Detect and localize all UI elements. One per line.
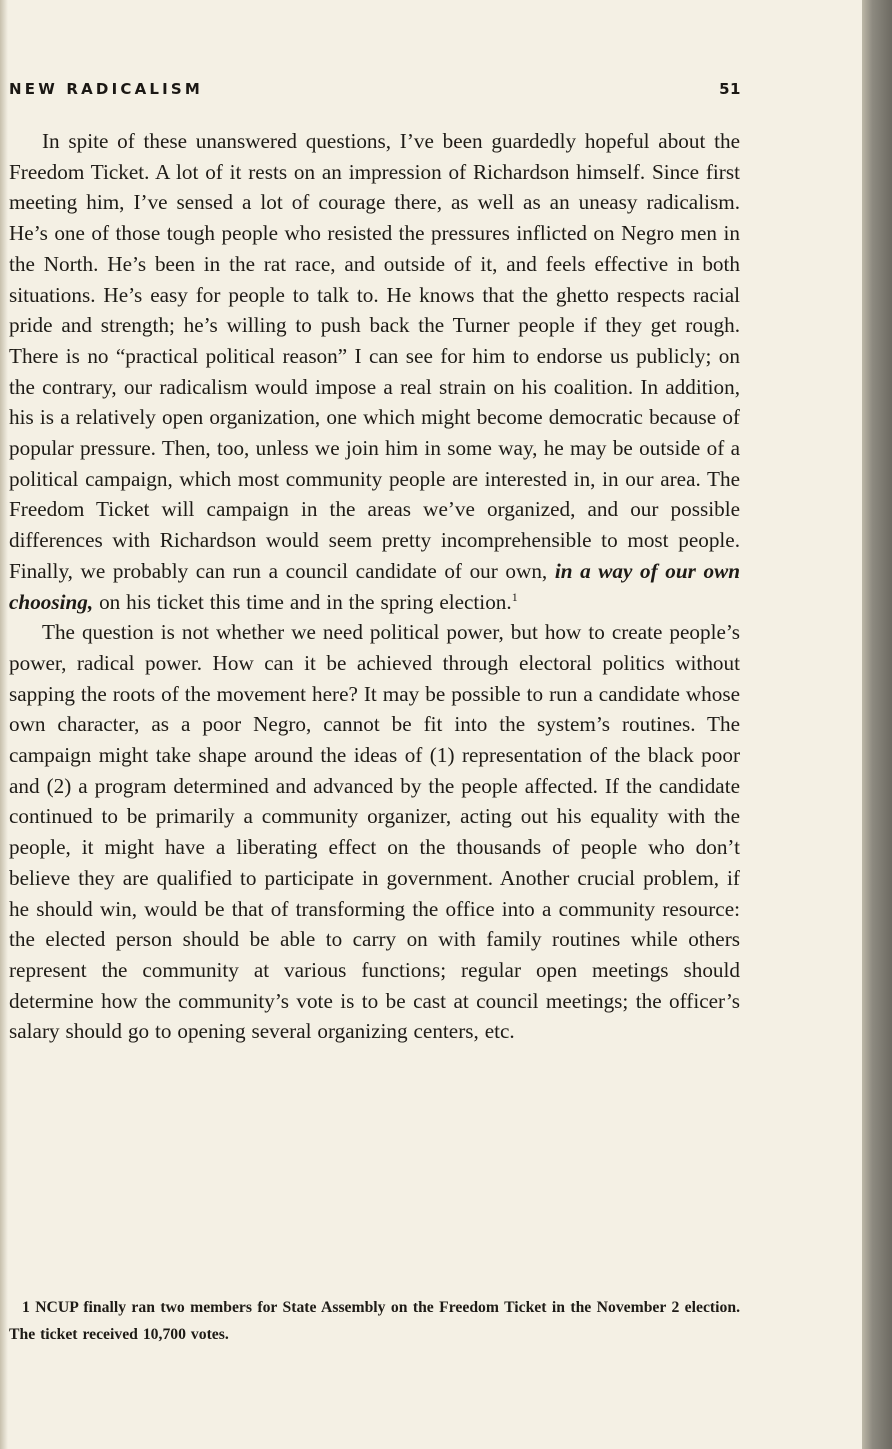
footnote-marker: 1 [511, 589, 518, 604]
running-head: NEW RADICALISM [9, 80, 204, 98]
book-spine [862, 0, 892, 1449]
page-number: 51 [719, 80, 741, 98]
italic-phrase: in a way of our own choosing, [9, 558, 740, 614]
paragraph-text: In spite of these unanswered questions, I’ve been guardedly hopeful about the Freedom Ticket. A lot of it rests on an impression of Richardson himself. Since first meeting him, I’ve sensed a lot of courage there, as well as an uneasy radicalism. He’s one of those tough people who resisted the pressures inflicted on Negro men in the North. He’s been in the rat race, and outside of it, and feels effective in both situations. He’s easy for people to talk to. He knows that the ghetto respects racial pride and strength; he’s willing to push back the Turner people if they get rough. There is no “practical political reason” I can see for him to endorse us publicly; on the contrary, our radicalism would impose a real strain on his coalition. In addition, his is a relatively open organization, one which might become democratic because of popular pressure. Then, too, unless we join him in some way, he may be outside of a political campaign, which most community people are interested in, in our area. The Freedom Ticket will campaign in the areas we’ve organized, and our possible differences with Richardson would seem pretty incomprehensible to most people. Finally, we probably can run a council candidate of our own, [9, 129, 740, 583]
page-header [9, 78, 741, 104]
footnote: 1 NCUP finally ran two members for State Assembly on the Freedom Ticket in the November 2 election. The ticket received 10,700 votes. [9, 1299, 740, 1343]
paragraph: The question is not whether we need political power, but how to create people’s power, radical power. How can it be achieved through electoral politics without sapping the roots of the movement here? It may be possible to run a candidate whose own character, as a poor Negro, cannot be fit into the system’s routines. The campaign might take shape around the ideas of (1) representation of the black poor and (2) a program determined and advanced by the people affected. If the candidate continued to be primarily a community organizer, acting out his equality with the people, it might have a liberating effect on the thousands of people who don’t believe they are qualified to participate in government. Another crucial problem, if he should win, would be that of transforming the office into a community resource: the elected person should be able to carry on with family routines while others represent the community at various functions; regular open meetings should determine how the community’s vote is to be cast at council meetings; the officer’s salary should go to opening several organizing centers, etc. [9, 620, 740, 1044]
paragraph-text: on his ticket this time and in the spring election. [93, 589, 512, 614]
paragraph [9, 126, 740, 617]
main-text [9, 126, 740, 1047]
page-gutter-shadow [0, 0, 8, 1449]
